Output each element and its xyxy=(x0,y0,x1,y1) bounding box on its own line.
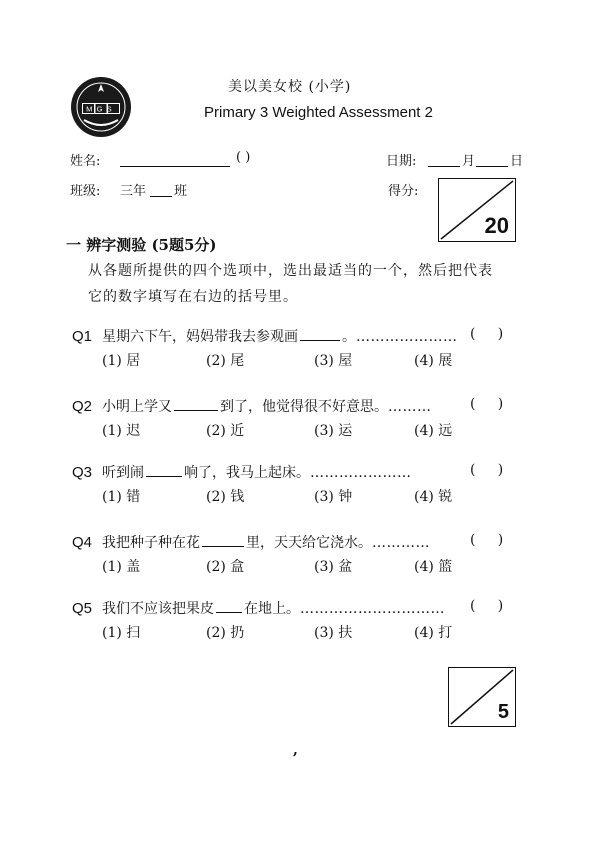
option-2: (2) 近 xyxy=(206,423,245,439)
section-title: 一 辨字测验 (5题5分) xyxy=(66,236,217,254)
school-name: 美以美女校 (小学) xyxy=(228,79,352,95)
option-2: (2) 钱 xyxy=(206,489,245,505)
question-text-after: 到了，他觉得很不好意思。 xyxy=(220,399,389,415)
question-blank xyxy=(146,464,182,477)
option-2: (2) 尾 xyxy=(206,353,245,369)
name-index-paren: ( ) xyxy=(236,150,251,165)
date-month-field[interactable] xyxy=(428,152,460,171)
class-year: 三年 xyxy=(120,184,147,199)
question-text-after: 里，天天给它浇水。 xyxy=(246,535,373,551)
question-3 xyxy=(72,462,412,482)
option-3: (3) 扶 xyxy=(314,625,353,641)
total-score: 20 xyxy=(484,213,509,238)
option-3: (3) 运 xyxy=(314,423,353,439)
option-2: (2) 盒 xyxy=(206,559,245,575)
option-4: (4) 篮 xyxy=(414,559,453,575)
school-logo xyxy=(70,76,132,138)
question-number: Q3 xyxy=(72,464,93,481)
instruction-line-2: 它的数字填写在右边的括号里。 xyxy=(88,289,298,305)
leader-dots: ………………… xyxy=(310,465,412,481)
option-4: (4) 远 xyxy=(414,423,453,439)
total-score-box xyxy=(438,178,516,242)
month-label: 月 xyxy=(462,154,476,169)
date-day-field[interactable] xyxy=(476,152,508,171)
question-text-before: 听到闹 xyxy=(102,465,145,481)
question-number: Q2 xyxy=(72,398,93,415)
question-text-before: 我把种子种在花 xyxy=(102,535,201,551)
answer-field-q5[interactable]: ( ) xyxy=(470,598,504,614)
leader-dots: ………………………… xyxy=(300,601,446,617)
question-text-after: 响了，我马上起床。 xyxy=(184,465,311,481)
question-blank xyxy=(216,600,242,613)
question-1 xyxy=(72,326,458,346)
option-4: (4) 打 xyxy=(414,625,453,641)
leader-dots: ………… xyxy=(372,535,431,551)
answer-field-q1[interactable]: ( ) xyxy=(470,326,504,342)
option-4: (4) 展 xyxy=(414,353,453,369)
class-field[interactable] xyxy=(150,182,172,201)
leader-dots: ……… xyxy=(388,399,432,415)
option-3: (3) 钟 xyxy=(314,489,353,505)
question-text-after: 。 xyxy=(342,329,357,345)
option-4: (4) 锐 xyxy=(414,489,453,505)
question-text-after: 在地上。 xyxy=(244,601,301,617)
footer-mark: , xyxy=(293,742,298,758)
question-blank xyxy=(202,534,244,547)
option-1: (1) 迟 xyxy=(102,423,141,439)
question-text-before: 小明上学又 xyxy=(102,399,173,415)
section-score-box xyxy=(448,667,516,727)
logo-text: MGS xyxy=(86,104,116,114)
option-1: (1) 扫 xyxy=(102,625,141,641)
question-5 xyxy=(72,598,445,618)
question-blank xyxy=(174,398,218,411)
question-number: Q5 xyxy=(72,600,93,617)
option-1: (1) 错 xyxy=(102,489,141,505)
leader-dots: ………………… xyxy=(356,329,458,345)
question-number: Q1 xyxy=(72,328,93,345)
option-1: (1) 居 xyxy=(102,353,141,369)
question-text-before: 星期六下午，妈妈带我去参观画 xyxy=(102,329,299,345)
day-label: 日 xyxy=(510,154,524,169)
date-label: 日期: xyxy=(386,154,417,169)
answer-field-q4[interactable]: ( ) xyxy=(470,532,504,548)
class-label: 班级: xyxy=(70,184,101,199)
question-number: Q4 xyxy=(72,534,93,551)
option-3: (3) 盆 xyxy=(314,559,353,575)
name-label: 姓名: xyxy=(70,154,101,169)
question-blank xyxy=(300,328,340,341)
option-3: (3) 屋 xyxy=(314,353,353,369)
option-1: (1) 盖 xyxy=(102,559,141,575)
question-4 xyxy=(72,532,430,552)
question-text-before: 我们不应该把果皮 xyxy=(102,601,215,617)
page-title: Primary 3 Weighted Assessment 2 xyxy=(204,104,433,121)
option-2: (2) 扔 xyxy=(206,625,245,641)
section-score: 5 xyxy=(497,701,509,723)
name-field[interactable] xyxy=(120,152,230,171)
instruction-line-1: 从各题所提供的四个选项中，选出最适当的一个，然后把代表 xyxy=(88,263,493,279)
question-2 xyxy=(72,396,432,416)
answer-field-q2[interactable]: ( ) xyxy=(470,396,504,412)
answer-field-q3[interactable]: ( ) xyxy=(470,462,504,478)
class-suffix: 班 xyxy=(174,184,188,199)
score-label: 得分: xyxy=(388,184,419,199)
